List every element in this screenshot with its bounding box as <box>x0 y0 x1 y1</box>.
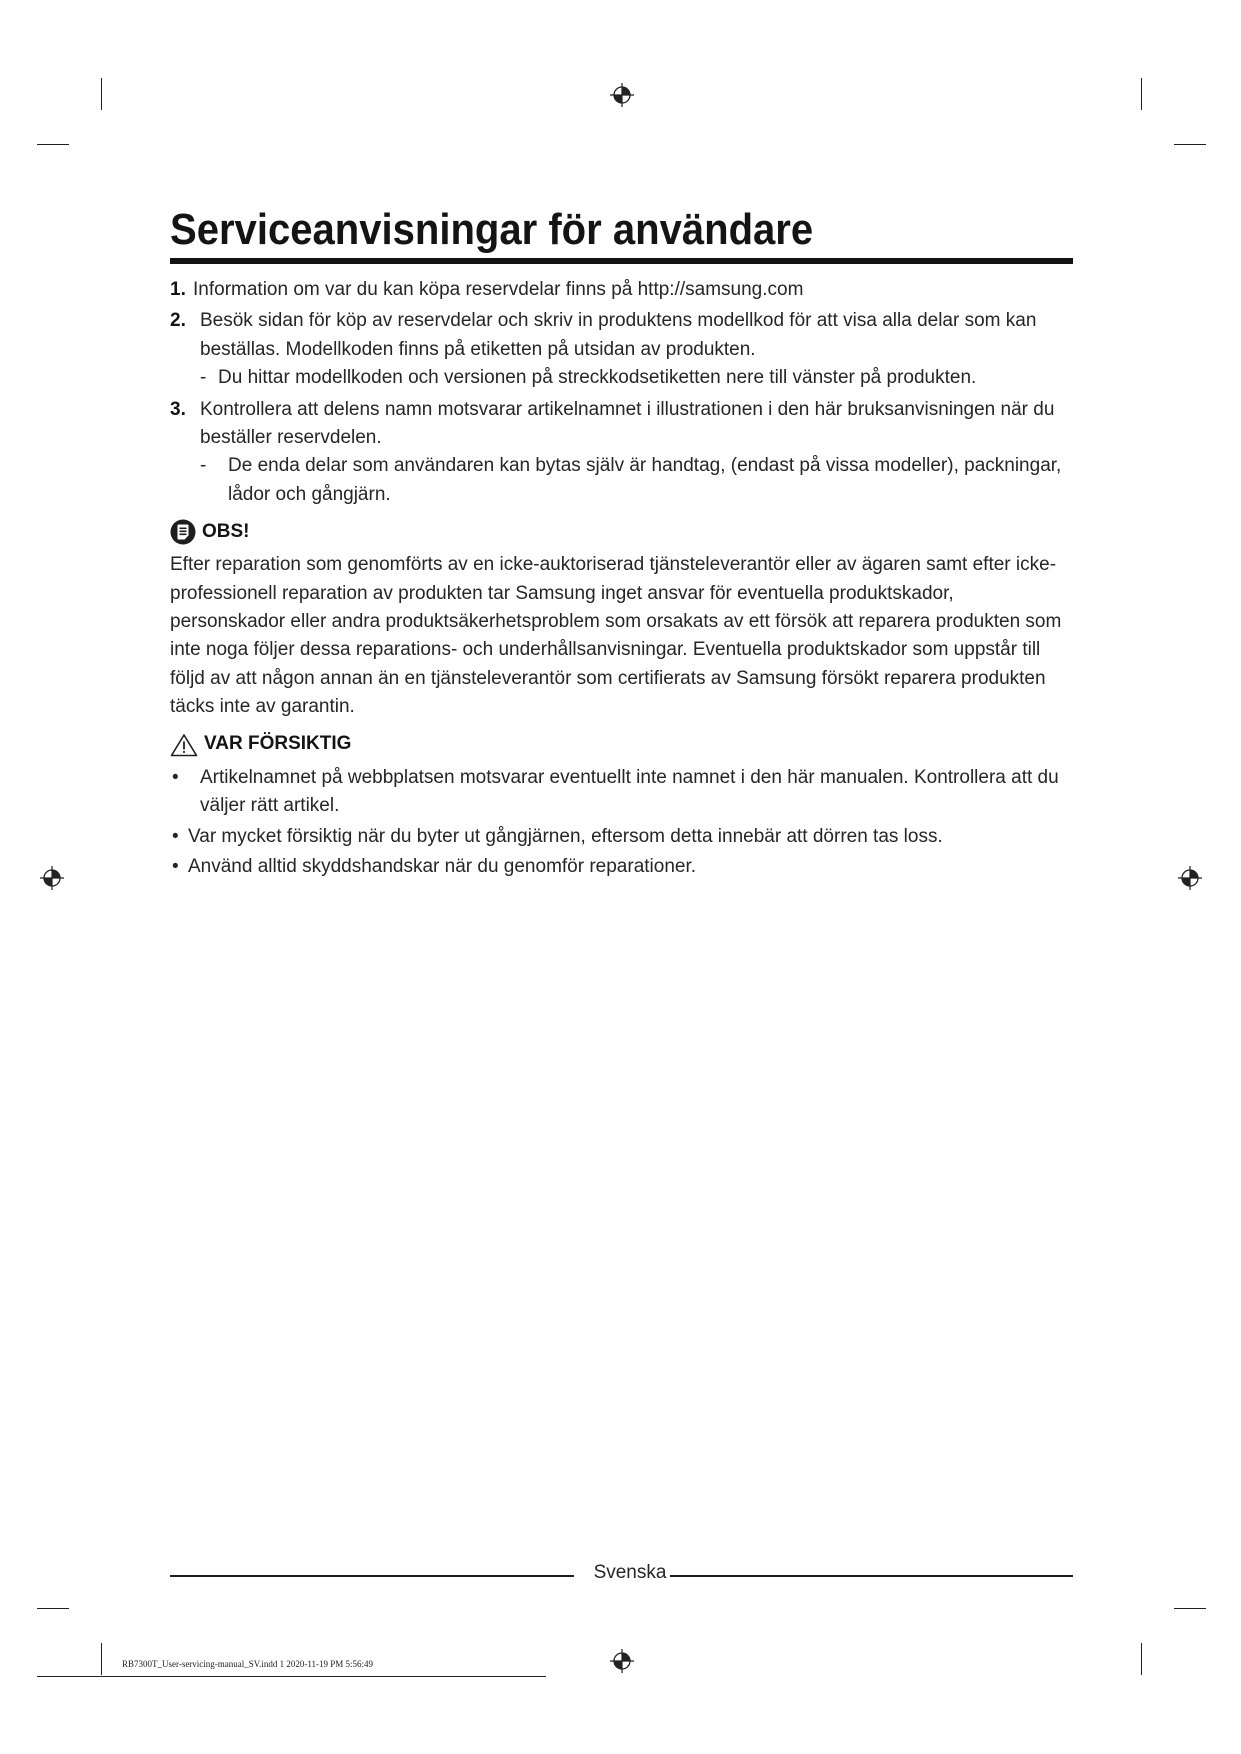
crop-mark <box>1141 1643 1142 1675</box>
footer-rule-left <box>170 1575 574 1577</box>
main-content <box>170 276 1073 883</box>
title-rule <box>170 258 1073 264</box>
crop-mark <box>37 144 69 145</box>
crop-mark <box>37 1608 69 1609</box>
list-item <box>170 823 1073 851</box>
step-2 <box>170 307 1073 392</box>
bullet-marker: • <box>172 855 179 877</box>
list-item <box>170 764 1073 821</box>
footer-language: Svenska <box>593 1562 667 1583</box>
crop-mark <box>101 1643 102 1675</box>
dash-marker: - <box>200 367 207 389</box>
step-1 <box>170 276 1073 304</box>
step-text: Kontrollera att delens namn motsvarar artikelnamnet i illustrationen i den här bruksanvisningen när du beställer reservdelen. <box>200 398 1055 449</box>
list-item-text: Använd alltid skyddshandskar när du genomför reparationer. <box>188 855 697 877</box>
note-heading <box>170 517 1073 547</box>
slug-line <box>37 1676 546 1677</box>
crop-mark <box>1174 1608 1206 1609</box>
registration-mark-icon <box>609 82 635 108</box>
crop-mark <box>1174 144 1206 145</box>
sub-text: De enda delar som användaren kan bytas själv är handtag, (endast på vissa modeller), packningar, lådor och gångjärn. <box>228 455 1062 505</box>
footer-rule-right <box>670 1575 1073 1577</box>
warning-triangle-icon <box>170 733 198 757</box>
crop-mark <box>1141 78 1142 110</box>
list-item-text: Var mycket försiktig när du byter ut gångjärnen, eftersom detta innebär att dörren tas loss. <box>188 825 943 847</box>
caution-label: VAR FÖRSIKTIG <box>204 733 352 755</box>
note-paragraph: Efter reparation som genomförts av en icke-auktoriserad tjänsteleverantör eller av ägaren samt efter icke-professionell reparation av produkten tar Samsung inget ansvar för eventuella produktskador, personskador eller andra produktsäkerhetsproblem som orsakats av ett försök att reparera produkten som inte noga följer dessa reparations- och underhållsanvisningar. Eventuella produktskador som uppstår till följd av att någon annan än en tjänsteleverantör som certifierats av Samsung försökt reparera produkten täcks inte av garantin. <box>170 554 1062 718</box>
caution-heading <box>170 730 1073 760</box>
step-sub-item <box>200 452 1073 509</box>
step-text: Besök sidan för köp av reservdelar och skriv in produktens modellkod för att visa alla delar som kan beställas. Modellkoden finns på etiketten på utsidan av produkten. <box>200 310 1037 360</box>
print-slug: RB7300T_User-servicing-manual_SV.indd 1 2020-11-19 PM 5:56:49 <box>122 1659 374 1669</box>
list-item-text: Artikelnamnet på webbplatsen motsvarar eventuellt inte namnet i den här manualen. Kontrollera att du väljer rätt artikel. <box>200 766 1059 817</box>
step-number: 3. <box>170 398 186 420</box>
page-title: Serviceanvisningar för användare <box>170 205 814 254</box>
step-text: Information om var du kan köpa reservdelar finns på http://samsung.com <box>193 279 804 300</box>
step-3 <box>170 396 1073 510</box>
dash-marker: - <box>200 455 207 477</box>
sub-text: Du hittar modellkoden och versionen på streckkodsetiketten nere till vänster på produkten. <box>218 367 977 389</box>
caution-list <box>170 764 1073 882</box>
bullet-marker: • <box>172 766 179 788</box>
registration-mark-icon <box>609 1648 635 1674</box>
bullet-marker: • <box>172 825 179 847</box>
registration-mark-icon <box>39 865 65 891</box>
note-label: OBS! <box>202 521 250 543</box>
step-sub-item <box>170 364 1073 392</box>
registration-mark-icon <box>1177 865 1203 891</box>
list-item <box>170 853 1073 881</box>
step-number: 1. <box>170 279 186 300</box>
note-icon <box>170 519 196 545</box>
step-number: 2. <box>170 310 186 332</box>
crop-mark <box>101 78 102 110</box>
